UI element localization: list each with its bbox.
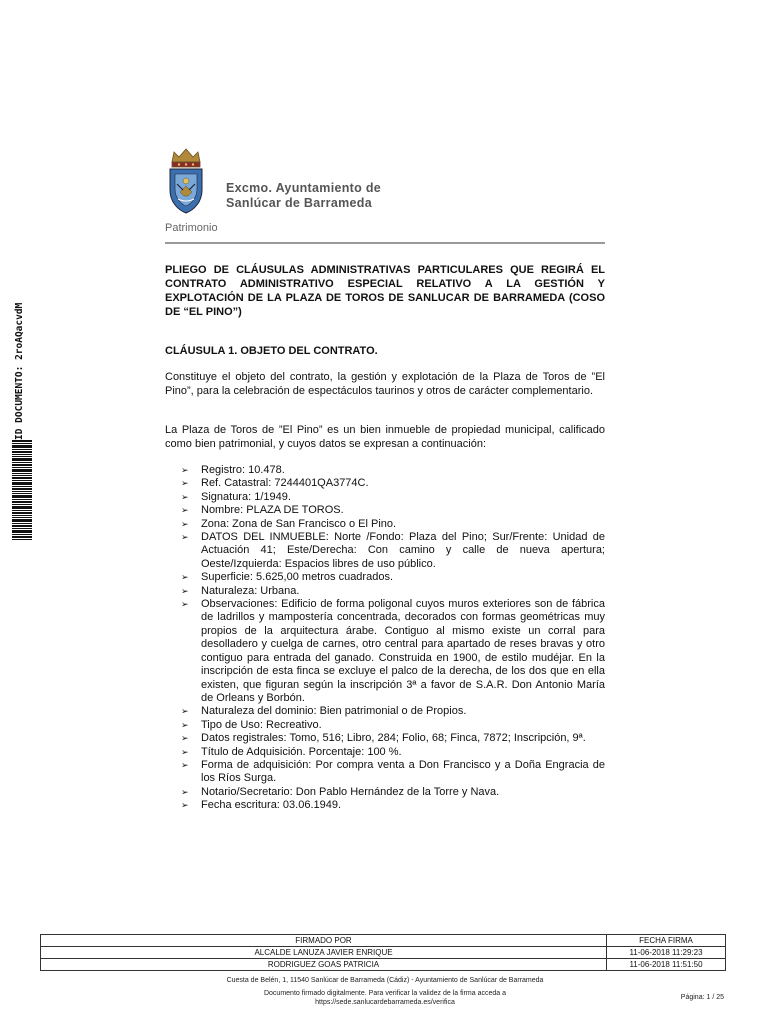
barcode [12, 440, 32, 540]
arrow-bullet-icon: ➢ [181, 733, 189, 744]
property-detail-text: Fecha escritura: 03.06.1949. [201, 799, 342, 812]
signed-by-header: FIRMADO POR [41, 935, 607, 947]
property-detail-item [165, 464, 605, 477]
signature-date: 11-06-2018 11:51:50 [607, 959, 726, 971]
property-detail-item [165, 746, 605, 759]
arrow-bullet-icon: ➢ [181, 800, 189, 811]
footer-verification-text: Documento firmado digitalmente. Para verificar la validez de la firma acceda a [263, 990, 506, 997]
property-detail-item [165, 504, 605, 517]
document-id-vertical [12, 290, 32, 440]
arrow-bullet-icon: ➢ [181, 465, 189, 475]
property-detail-item [165, 571, 605, 584]
organization-name [226, 181, 381, 211]
property-detail-item [165, 531, 605, 571]
property-detail-item [165, 719, 605, 732]
arrow-bullet-icon: ➢ [181, 518, 189, 529]
property-detail-item [165, 799, 605, 812]
property-detail-item [165, 518, 605, 531]
arrow-bullet-icon: ➢ [181, 759, 189, 770]
signature-row [41, 959, 726, 971]
property-detail-text: Naturaleza: Urbana. [201, 584, 300, 597]
arrow-bullet-icon: ➢ [181, 505, 189, 516]
arrow-bullet-icon: ➢ [181, 572, 189, 583]
arrow-bullet-icon: ➢ [181, 478, 189, 489]
footer-address: Cuesta de Belén, 1, 11540 Sanlúcar de Barrameda (Cádiz) - Ayuntamiento de Sanlúcar de Barrameda [226, 977, 544, 984]
page-number: Página: 1 / 25 [680, 994, 724, 1001]
property-detail-item [165, 491, 605, 504]
property-detail-text: Título de Adquisición. Porcentaje: 100 %. [201, 745, 402, 758]
verification-link[interactable]: https://sede.sanlucardebarrameda.es/verifica [315, 999, 455, 1006]
arrow-bullet-icon: ➢ [181, 746, 189, 757]
document-id-text: ID DOCUMENTO: 2roAQacvdM [14, 302, 25, 440]
arrow-bullet-icon: ➢ [181, 532, 189, 543]
signature-date-header: FECHA FIRMA [607, 935, 726, 947]
paragraph-property: La Plaza de Toros de ”El Pino” es un bien inmueble de propiedad municipal, calificado como bien patrimonial, y cuyos datos se expresan a continuación: [165, 424, 605, 450]
property-detail-item [165, 705, 605, 718]
property-detail-item [165, 477, 605, 490]
property-detail-text: DATOS DEL INMUEBLE: Norte /Fondo: Plaza del Pino; Sur/Frente: Unidad de Actuación 41; Este/Derecha: Con camino y calle de nueva apertura; Oeste/Izquierda: Espacios libres de uso público. [201, 531, 605, 570]
signature-table [40, 934, 726, 971]
signer-name: RODRIGUEZ GOAS PATRICIA [41, 959, 607, 971]
property-detail-item [165, 732, 605, 745]
arrow-bullet-icon: ➢ [181, 706, 189, 717]
arrow-bullet-icon: ➢ [181, 585, 189, 596]
signature-row [41, 947, 726, 959]
signature-table-header [41, 935, 726, 947]
property-detail-text: Superficie: 5.625,00 metros cuadrados. [201, 571, 394, 584]
arrow-bullet-icon: ➢ [181, 719, 189, 730]
property-detail-item [165, 759, 605, 786]
property-detail-text: Ref. Catastral: 7244401QA3774C. [201, 477, 369, 490]
property-detail-text: Registro: 10.478. [201, 464, 285, 476]
property-detail-text: Observaciones: Edificio de forma poligonal cuyos muros exteriores son de fábrica de ladrillos y mampostería concentrada, decorados con formas geométricas muy propios de la arquitectura árabe. Contiguo al mismo existe un corral para desolladero y cuelga de carnes, otro central para apartado de reses bravas y otro contiguo para entrada del ganado. Construida en 1900, de estilo mudéjar. En la inscripción de esta finca se excluye el palco de la derecha, de los dos que en ella existen, que figuran según la inscripción 3ª a favor de S.A.R. Don Antonio María de Orleans y Borbón. [201, 598, 605, 704]
property-detail-item [165, 786, 605, 799]
property-detail-text: Zona: Zona de San Francisco o El Pino. [201, 517, 397, 530]
property-detail-text: Tipo de Uso: Recreativo. [201, 718, 322, 731]
property-detail-text: Signatura: 1/1949. [201, 490, 291, 503]
property-details-list [165, 464, 605, 813]
paragraph-object: Constituye el objeto del contrato, la gestión y explotación de la Plaza de Toros de ”El Pino”, para la celebración de espectáculos taurinos y otros de carácter complementario. [165, 371, 605, 397]
arrow-bullet-icon: ➢ [181, 786, 189, 797]
arrow-bullet-icon: ➢ [181, 599, 189, 610]
property-detail-text: Naturaleza del dominio: Bien patrimonial o de Propios. [201, 705, 467, 718]
organization-name-line2: Sanlúcar de Barrameda [226, 196, 372, 210]
municipal-crest-logo [166, 148, 206, 214]
signature-date: 11-06-2018 11:29:23 [607, 947, 726, 959]
footer-verification [0, 989, 770, 1007]
clause-heading: CLÁUSULA 1. OBJETO DEL CONTRATO. [165, 345, 378, 357]
organization-name-line1: Excmo. Ayuntamiento de [226, 181, 382, 195]
property-detail-item [165, 585, 605, 598]
department-label: Patrimonio [165, 222, 218, 234]
document-title: PLIEGO DE CLÁUSULAS ADMINISTRATIVAS PARTICULARES QUE REGIRÁ EL CONTRATO ADMINISTRATIVO ESPECIAL RELATIVO A LA GESTIÓN Y EXPLOTACIÓN DE LA PLAZA DE TOROS DE SANLUCAR DE BARRAMEDA (COSO DE “EL PINO”) [165, 264, 605, 318]
property-detail-text: Forma de adquisición: Por compra venta a Don Francisco y a Doña Engracia de los Ríos Surga. [201, 758, 605, 785]
property-detail-text: Notario/Secretario: Don Pablo Hernández de la Torre y Nava. [201, 785, 500, 798]
property-detail-item [165, 598, 605, 705]
property-detail-text: Nombre: PLAZA DE TOROS. [201, 504, 344, 517]
arrow-bullet-icon: ➢ [181, 491, 189, 502]
header-divider [165, 242, 605, 244]
signer-name: ALCALDE LANUZA JAVIER ENRIQUE [41, 947, 607, 959]
property-detail-text: Datos registrales: Tomo, 516; Libro, 284; Folio, 68; Finca, 7872; Inscripción, 9ª. [201, 732, 586, 745]
